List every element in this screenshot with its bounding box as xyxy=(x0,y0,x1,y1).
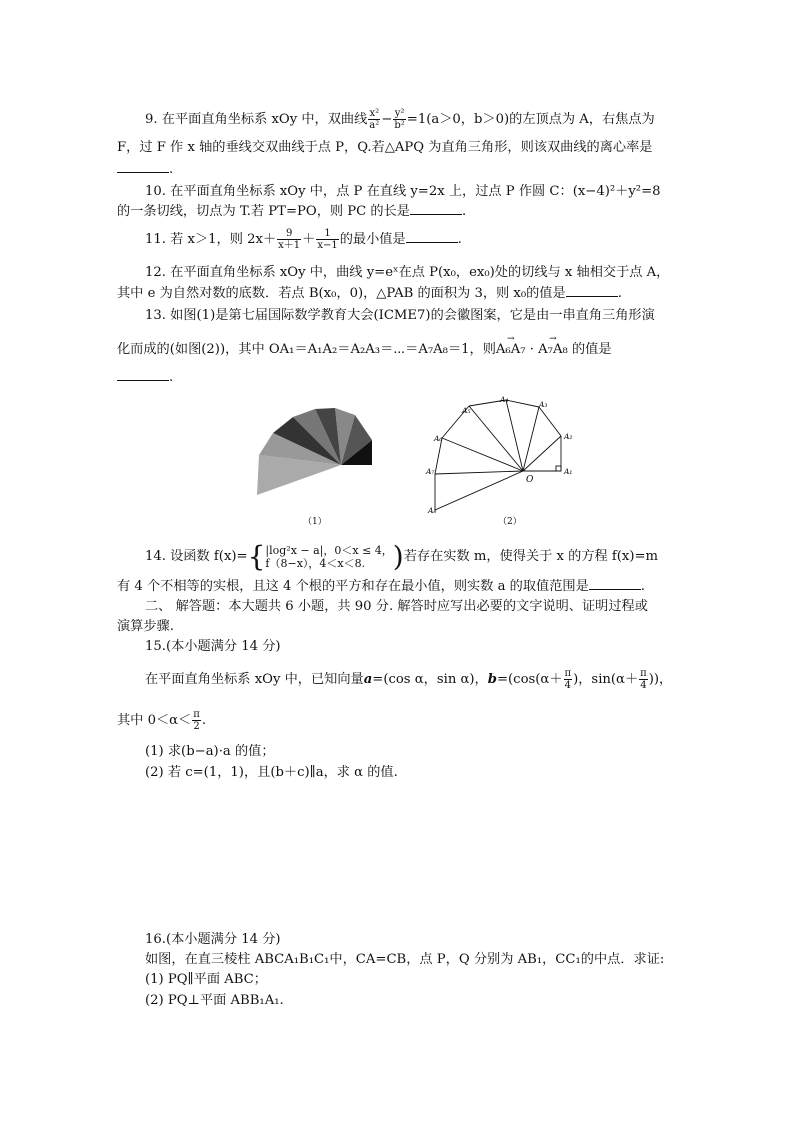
q15-line1: 在平面直角坐标系 xOy 中，已知向量a=(cos α，sin α)，b=(cos(α＋ $\frac{\pi}{4}$ )，sin(α＋ $\frac{\pi}{4}$ ))， xyxy=(145,668,673,691)
q11-frac1: $\frac{9}{x+1}$ xyxy=(278,228,301,251)
point-A8: A₈ xyxy=(428,506,437,514)
q9-line3: . xyxy=(117,160,173,180)
q16-sub2: (2) PQ⊥平面 ABB₁A₁. xyxy=(145,993,284,1008)
q13-vector2: → A₇A₈ xyxy=(538,340,568,360)
point-O: O xyxy=(526,475,534,485)
point-A5: A₅ xyxy=(462,406,471,415)
q12-line2: 其中 e 为自然对数的底数．若点 B(x₀，0)，△PAB 的面积为 3，则 x₀的值是 . xyxy=(117,286,622,301)
q15-frac-pi2: $\frac{\pi}{2}$ xyxy=(193,709,200,732)
q11-line1: 11. 若 x＞1，则 2x＋ $\frac{9}{x+1}$ ＋ $\frac{1}{x-1}$ 的最小值是 . xyxy=(145,228,462,251)
q13-vector1: → A₆A₇ xyxy=(496,340,526,360)
point-A6: A₆ xyxy=(434,434,443,443)
figure1-icme-logo xyxy=(255,403,375,503)
q15-sub2: (2) 若 c=(1，1)，且(b＋c)∥a，求 α 的值. xyxy=(145,765,398,780)
q15-frac-pi4-a: $\frac{\pi}{4}$ xyxy=(564,668,572,691)
q14-line2: 有 4 个不相等的实根，且这 4 个根的平方和存在最小值，则实数 a 的取值范围是 . xyxy=(117,579,645,594)
q13-answer-blank[interactable] xyxy=(117,368,169,381)
q9-frac-x: $\frac{\text{x²}}{\text{a²}}$ xyxy=(369,108,380,131)
figure2-spiral-diagram xyxy=(425,392,580,514)
q15-line2: 其中 0＜α＜ $\frac{\pi}{2}$ . xyxy=(117,709,207,732)
q14-line1: 14. 设函数 f(x)={|log²x − a|，0＜x ≤ 4， f（8−x），4＜x＜8. )若存在实数 m，使得关于 x 的方程 f(x)=m xyxy=(145,540,659,573)
q16-line1: 如图，在直三棱柱 ABCA₁B₁C₁中，CA=CB，点 P，Q 分别为 AB₁，CC₁的中点．求证: xyxy=(145,952,665,967)
q13-line3: . xyxy=(117,368,173,388)
q14-piecewise: |log²x − a|，0＜x ≤ 4， f（8−x），4＜x＜8. xyxy=(265,544,393,570)
figure1-label: （1） xyxy=(303,517,327,527)
point-A7: A₇ xyxy=(426,467,435,476)
q13-line2: 化而成的(如图(2))，其中 OA₁＝A₁A₂＝A₂A₃＝⋯＝A₇A₈＝1，则→ A₆A₇ · → A₇A₈ 的值是 xyxy=(117,340,612,360)
q9-line2: F，过 F 作 x 轴的垂线交双曲线于点 P，Q.若△APQ 为直角三角形，则该双曲线的离心率是 xyxy=(117,140,653,155)
point-A3: A₃ xyxy=(539,400,548,409)
section-header-line2: 演算步骤. xyxy=(117,619,174,634)
q9-answer-blank[interactable] xyxy=(117,160,169,173)
point-A4: A₄ xyxy=(500,395,509,404)
q9-prefix: 9. 在平面直角坐标系 xOy 中，双曲线 xyxy=(145,112,368,127)
q10-answer-blank[interactable] xyxy=(410,202,462,215)
q10-line1: 10. 在平面直角坐标系 xOy 中，点 P 在直线 y=2x 上，过点 P 作圆 C：(x−4)²＋y²=8 xyxy=(145,184,661,199)
q16-sub1: (1) PQ∥平面 ABC； xyxy=(145,972,267,987)
q15-sub1: (1) 求(b−a)·a 的值； xyxy=(145,744,275,759)
q10-line2: 的一条切线，切点为 T.若 PT=PO，则 PC 的长是 . xyxy=(117,204,467,219)
q15-frac-pi4-b: $\frac{\pi}{4}$ xyxy=(640,668,647,691)
section-header-line1: 二、 解答题：本大题共 6 小题，共 90 分. 解答时应写出必要的文字说明、证明过程或 xyxy=(145,599,648,614)
figure2-label: （2） xyxy=(498,517,522,527)
q16-title: 16.(本小题满分 14 分) xyxy=(145,932,281,947)
q12-answer-blank[interactable] xyxy=(566,284,618,297)
q11-answer-blank[interactable] xyxy=(406,230,458,243)
point-A1: A₁ xyxy=(564,467,573,476)
q9-frac-y: $\frac{\text{y²}}{\text{b²}}$ xyxy=(394,108,405,131)
q9-line1: 9. 在平面直角坐标系 xOy 中，双曲线 $\frac{\text{x²}}{\text{a²}}$ − $\frac{\text{y²}}{\text{b²}}$ =1(a＞0，b＞0)的左顶点为 A，右焦点为 xyxy=(145,108,655,131)
q12-line1: 12. 在平面直角坐标系 xOy 中，曲线 y=eˣ在点 P(x₀，ex₀)处的切线与 x 轴相交于点 A， xyxy=(145,265,670,280)
q14-answer-blank[interactable] xyxy=(589,577,641,590)
q11-frac2: $\frac{1}{x-1}$ xyxy=(317,228,338,251)
point-A2: A₂ xyxy=(564,432,573,441)
q9-suffix: =1(a＞0，b＞0)的左顶点为 A，右焦点为 xyxy=(406,112,655,127)
q13-line1: 13. 如图(1)是第七届国际数学教育大会(ICME7)的会徽图案，它是由一串直角三角形演 xyxy=(145,308,655,323)
q15-title: 15.(本小题满分 14 分) xyxy=(145,639,281,654)
